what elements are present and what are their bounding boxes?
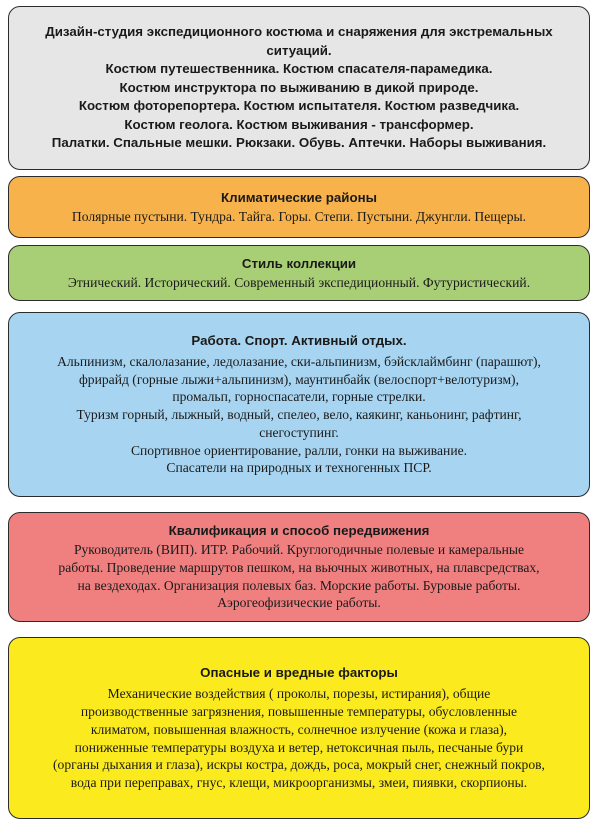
- studio-line: Палатки. Спальные мешки. Рюкзаки. Обувь. Аптечки. Наборы выживания.: [51, 135, 547, 151]
- work-box: [8, 312, 590, 497]
- work-title: Работа. Спорт. Активный отдых.: [191, 332, 407, 348]
- danger-line: Механические воздействия ( проколы, порезы, истирания), общие: [107, 686, 491, 702]
- danger-line: производственные загрязнения, повышенные температуры, обусловленные: [80, 703, 518, 719]
- work-line: фрирайд (горные лыжи+альпинизм), маунтинбайк (велоспорт+велотуризм),: [79, 371, 519, 387]
- danger-line: (органы дыхания и глаза), искры костра, дождь, роса, мокрый снег, снежный покров,: [53, 757, 545, 773]
- climate-box: [8, 176, 590, 238]
- climate-title: Климатические районы: [221, 189, 377, 205]
- studio-box: [8, 6, 590, 170]
- qualification-title: Квалификация и способ передвижения: [168, 522, 430, 538]
- studio-line: Костюм геолога. Костюм выживания - трансформер.: [124, 116, 474, 132]
- work-line: Спасатели на природных и техногенных ПСР.: [166, 460, 432, 476]
- qualification-line: работы. Проведение маршрутов пешком, на вьючных животных, на плавсредствах,: [58, 559, 540, 575]
- work-line: промальп, горноспасатели, горные стрелки.: [172, 389, 426, 405]
- climate-text: Полярные пустыни. Тундра. Тайга. Горы. Степи. Пустыни. Джунгли. Пещеры.: [71, 208, 527, 224]
- danger-line: вода при переправах, гнус, клещи, микроорганизмы, змеи, пиявки, скорпионы.: [70, 775, 528, 791]
- work-line: снегоступинг.: [259, 424, 339, 440]
- style-title: Стиль коллекции: [241, 255, 357, 271]
- danger-title: Опасные и вредные факторы: [200, 665, 398, 681]
- style-text: Этнический. Исторический. Современный экспедиционный. Футуристический.: [67, 274, 531, 290]
- studio-line: Дизайн-студия экспедиционного костюма и снаряжения для экстремальных ситуаций.: [45, 23, 553, 58]
- qualification-line: Руководитель (ВИП). ИТР. Рабочий. Круглогодичные полевые и камеральные: [73, 541, 525, 557]
- qualification-line: Аэрогеофизические работы.: [217, 595, 381, 611]
- qualification-box: [8, 512, 590, 622]
- work-line: Альпинизм, скалолазание, ледолазание, ски-альпинизм, бэйсклаймбинг (парашют),: [57, 353, 541, 369]
- danger-line: климатом, повышенная влажность, солнечное излучение (кожа и глаза),: [90, 721, 508, 737]
- studio-line: Костюм фоторепортера. Костюм испытателя. Костюм разведчика.: [78, 98, 520, 114]
- style-box: [8, 245, 590, 301]
- studio-line: Костюм инструктора по выживанию в дикой природе.: [119, 79, 479, 95]
- work-line: Спортивное ориентирование, ралли, гонки на выживание.: [130, 442, 468, 458]
- danger-line: пониженные температуры воздуха и ветер, нетоксичная пыль, песчаные бури: [74, 739, 524, 755]
- danger-box: [8, 637, 590, 819]
- work-line: Туризм горный, лыжный, водный, спелео, вело, каякинг, каньонинг, рафтинг,: [76, 407, 522, 423]
- qualification-line: на вездеходах. Организация полевых баз. Морские работы. Буровые работы.: [77, 577, 521, 593]
- studio-line: Костюм путешественника. Костюм спасателя-парамедика.: [105, 61, 493, 77]
